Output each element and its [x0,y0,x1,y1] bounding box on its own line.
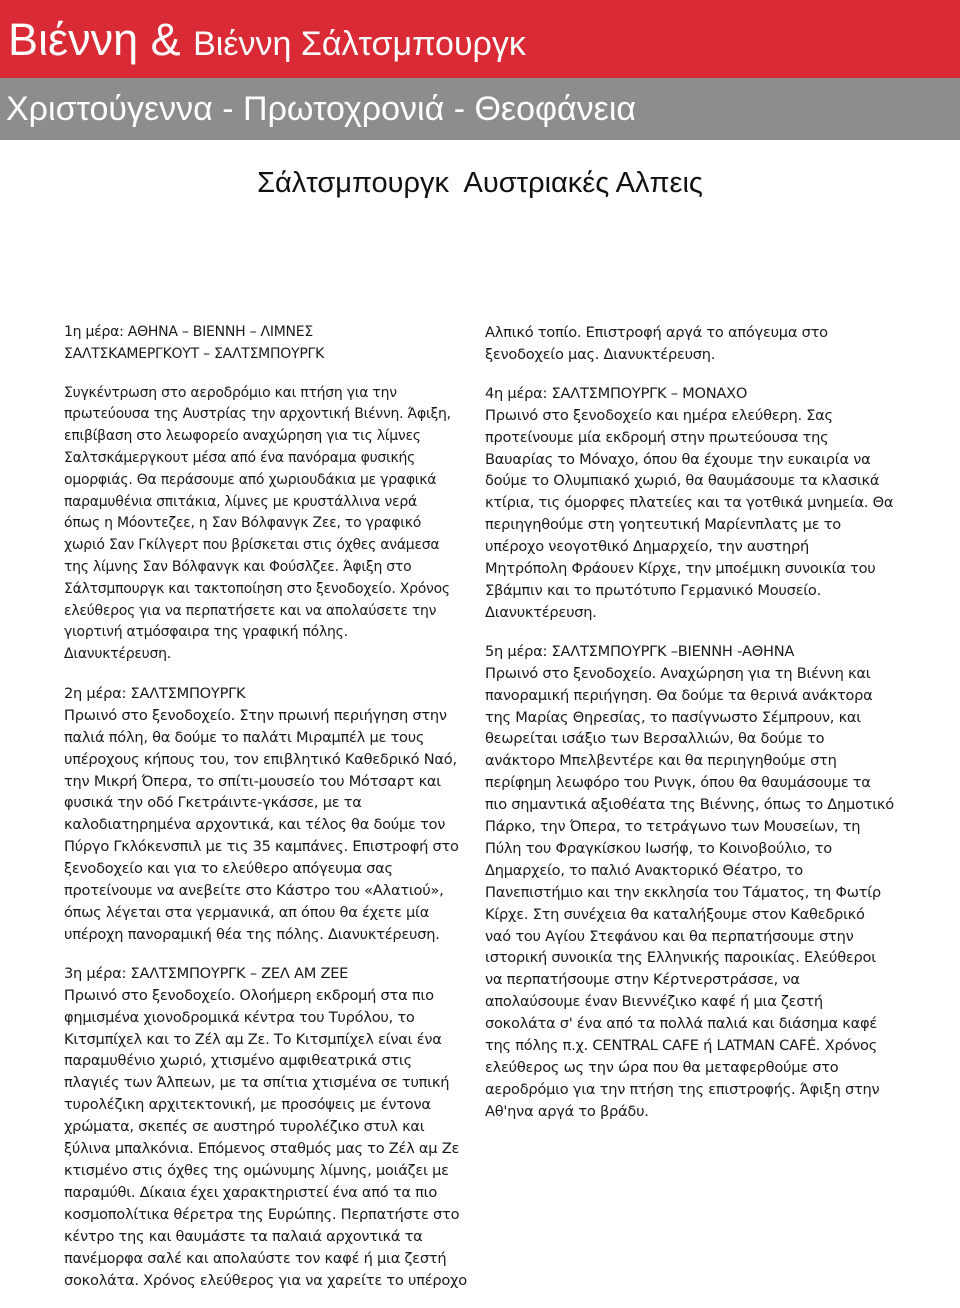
text-line: Συγκέντρωση στο αεροδρόμιο και πτήση για την [64,384,397,401]
text-line: ναό του Αγίου Στεφάνου και θα περπατήσουμε στην [485,927,854,945]
itinerary-paragraph [64,383,478,666]
text-line: Πύλη του Φραγκίσκου Ιωσήφ, το Κοινοβούλιο, το [485,839,832,857]
page-subtitle: Σάλτσμπουργκ Αυστριακές Αλπεις [257,167,703,199]
text-line: υπέροχους κήπους του, τον επιβλητικό Καθεδρικό Ναό, [64,750,457,768]
text-line: κτίρια, τις όμορφες πλατείες και τα γοτθικά μνημεία. Θα [485,494,894,512]
text-line: την Μικρή Όπερα, το σπίτι-μουσείο του Μότσαρτ και [64,772,441,790]
text-line: Διανυκτέρευση. [64,646,171,663]
text-line: 5η μέρα: ΣΑΛΤΣΜΠΟΥΡΓΚ –ΒΙΕΝΝΗ -ΑΘΗΝΑ [485,642,795,660]
text-line: κοσμοπολίτικα θέρετρα της Ευρώπης. Περπατήστε στο [64,1205,460,1223]
text-line: Σάλτσμπουργκ και τακτοποίηση στο ξενοδοχείο. Χρόνος [64,580,450,597]
text-line: πλαγιές των Άλπεων, με τα σπίτια χτισμένα σε τυπική [64,1074,450,1092]
itinerary-paragraph [64,322,478,366]
text-line: γιορτινή ατμόσφαιρα της γραφική πόλης. [64,624,348,641]
season-banner [0,78,960,140]
text-line: της Μαρίας Θηρεσίας, το πασίγνωστο Σέμπρουν, και [485,708,861,726]
text-line: πανέμορφα σαλέ και απολαύστε τον καφέ ή μια ζεστή [64,1249,447,1267]
text-line: Πρωινό στο ξενοδοχείο. Ολοήμερη εκδρομή στα πιο [64,986,434,1004]
text-line: αεροδρόμιο για την πτήση της επιστροφής. Άφιξη στην [485,1080,880,1098]
text-line: φημισμένα χιονοδρομικά κέντρα του Τυρόλου, το [64,1008,415,1026]
text-line: κέντρο της και θαυμάστε τα παλαιά αρχοντικά τα [64,1227,423,1245]
text-line: περίφημη λεωφόρο του Ρινγκ, όπου θα θαυμάσουμε τα [485,774,871,792]
text-line: Πάρκο, την Όπερα, το τετράγωνο των Μουσείων, τη [485,818,861,836]
title-banner [0,0,960,79]
text-line: τυρολέζικη αρχιτεκτονική, με προσόψεις με έντονα [64,1096,431,1114]
text-line: Αλπικό τοπίο. Επιστροφή αργά το απόγευμα στο [485,324,828,341]
text-line: 4η μέρα: ΣΑΛΤΣΜΠΟΥΡΓΚ – ΜΟΝΑΧΟ [485,384,748,402]
text-line: της πόλης π.χ. CENTRAL CAFE ή LATMAN CAFÉ. Χρόνος [485,1037,878,1055]
text-line: Διανυκτέρευση. [485,603,597,621]
text-line: κτισμένο στις όχθες της ομώνυμης λίμνης, μοιάζει με [64,1161,449,1179]
page-title [8,14,526,70]
text-line: προτείνουμε να ανεβείτε στο Κάστρο του «Αλατιού», [64,882,444,900]
text-line: Μητρόπολη Φράουεν Κίρχε, την μποέμικη συνοικία του [485,560,876,578]
text-line: επιβίβαση στο λεωφορείο αναχώρηση για τις λίμνες [64,428,421,445]
text-line: Κιτσμπίχελ και το Ζέλ αμ Ζε. Το Κιτσμπίχελ είναι ένα [64,1030,442,1048]
text-line: ελεύθερος ως την ώρα που θα μεταφερθούμε στο [485,1059,839,1076]
text-line: σοκολάτα σ' ένα από τα πολλά παλιά και διάσημα καφέ [485,1015,878,1033]
title-main: Βιέννη & [8,14,194,65]
text-line: της λίμνης Σαν Βόλφανγκ και Φούσλζεε. Άφιξη στο [64,558,412,575]
text-line: παραμύθι. Δίκαια έχει χαρακτηριστεί ένα από τα πιο [64,1183,438,1201]
text-line: Σαλτσκάμεργκουτ μέσα από ένα πανόραμα φυσικής [64,449,416,466]
text-line: παλιά πόλη, θα δούμε το παλάτι Μιραμπέλ με τους [64,728,425,746]
text-line: φυσικά την οδό Γκετράιντε-γκάσσε, με τα [64,794,362,812]
text-line: παραμυθένιο χωριό, χτισμένο αμφιθεατρικά στις [64,1052,412,1070]
text-line: 1η μέρα: ΑΘΗΝΑ – ΒΙΕΝΝΗ – ΛΙΜΝΕΣ [64,324,313,340]
text-line: καλοδιατηρημένα αρχοντικά, και τέλος θα δούμε τον [64,816,446,834]
text-line: Σβάμπιν και το πρωτότυπο Γερμανικό Μουσείο. [485,581,821,599]
text-line: απολαύσουμε έναν Βιεννέζικο καφέ ή μια ζεστή [485,993,823,1011]
itinerary-paragraph [485,322,915,366]
text-line: υπέροχη πανοραμική θέα της πόλης. Διανυκτέρευση. [64,925,440,943]
text-line: ελεύθερος για να περπατήσετε και να απολαύσετε την [64,602,437,619]
text-line: πανοραμική περιήγηση. Θα δούμε τα θερινά ανάκτορα [485,686,873,704]
left-column [64,322,478,1308]
text-line: πιο σημαντικά αξιοθέατα της Βιέννης, όπως το Δημοτικό [485,796,894,814]
text-line: πρωτεύουσα της Αυστρίας την αρχοντική Βιέννη. Άφιξη, [64,406,451,423]
itinerary-paragraph [485,641,915,1123]
text-line: 2η μέρα: ΣΑΛΤΣΜΠΟΥΡΓΚ [64,684,246,702]
text-line: σοκολάτα. Χρόνος ελεύθερος για να χαρείτε το υπέροχο [64,1271,467,1289]
text-line: ιστορική συνοικία της Ελληνικής παροικίας. Ελεύθεροι [485,949,876,967]
itinerary-paragraph [485,383,915,624]
itinerary-paragraph [64,683,478,946]
text-line: ξενοδοχείο μας. Διανυκτέρευση. [485,345,716,363]
season-banner-text: Χριστούγεννα - Πρωτοχρονιά - Θεοφάνεια [6,90,637,128]
text-line: Αθ'ηνα αργά το βράδυ. [485,1102,649,1120]
right-column [485,322,915,1140]
itinerary-paragraph [64,963,478,1292]
text-line: προτείνουμε μία εκδρομή στην πρωτεύουσα της [485,428,829,446]
text-line: χρώματα, σκεπές σε αυστηρό τυρολέζικο στυλ και [64,1118,425,1136]
text-line: Δημαρχείο, το παλιό Ανακτορικό Θέατρο, το [485,861,803,879]
text-line: ανάκτορο Μπελβεντέρε και θα περιηγηθούμε στη [485,752,837,770]
text-line: παραμυθένια σπιτάκια, λίμνες με κρυστάλλινα νερά [64,493,417,510]
text-line: Κίρχε. Στη συνέχεια θα καταλήξουμε στον Καθεδρικό [485,905,865,923]
text-line: ξενοδοχείο και για το ελεύθερο απόγευμα σας [64,860,393,878]
text-line: Πύργο Γκλόκενσπιλ με τις 35 καμπάνες. Επιστροφή στο [64,838,459,856]
text-line: ομορφιάς. Θα περάσουμε από χωριουδάκια με γραφικά [64,471,437,488]
text-line: θεωρείται ισάξιο των Βερσαλλιών, θα δούμε το [485,730,825,748]
text-line: Πρωινό στο ξενοδοχείο και ημέρα ελεύθερη. Σας [485,406,833,424]
text-line: ΣΑΛΤΣΚΑΜΕΡΓΚΟΥΤ – ΣΑΛΤΣΜΠΟΥΡΓΚ [64,345,325,362]
text-line: χωριό Σαν Γκίλγερτ που βρίσκεται στις όχθες ανάμεσα [64,537,440,554]
text-line: όπως η Μόοντεζεε, η Σαν Βόλφανγκ Ζεε, το γραφικό [64,515,422,532]
text-line: 3η μέρα: ΣΑΛΤΣΜΠΟΥΡΓΚ – ΖΕΛ ΑΜ ΖΕΕ [64,964,349,982]
text-line: περιηγηθούμε στη γοητευτική Μαρίενπλατς με το [485,516,841,534]
text-line: ξύλινα μπαλκόνια. Επόμενος σταθμός μας το Ζέλ αμ Ζε [64,1140,460,1158]
text-line: δούμε το Ολυμπιακό χωριό, θα θαυμάσουμε τα κλασικά [485,472,880,490]
text-line: να περπατήσουμε στην Κέρτνερστράσσε, να [485,971,800,989]
text-line: όπως λέγεται στα γερμανικά, απ όπου θα έχετε μία [64,904,430,922]
text-line: Πανεπιστήμιο και την εκκλησία του Τάματος, τη Φωτίρ [485,883,881,901]
title-sub: Βιέννη Σάλτσμπουργκ [193,25,526,63]
text-line: υπέροχο νεογοτθικό Δημαρχείο, την αυστηρή [485,538,809,556]
text-line: Βαυαρίας το Μόναχο, όπου θα έχουμε την ευκαιρία να [485,450,871,468]
text-line: Πρωινό στο ξενοδοχείο. Στην πρωινή περιήγηση στην [64,706,447,724]
text-line: Πρωινό στο ξενοδοχείο. Αναχώρηση για τη Βιέννη και [485,664,871,682]
